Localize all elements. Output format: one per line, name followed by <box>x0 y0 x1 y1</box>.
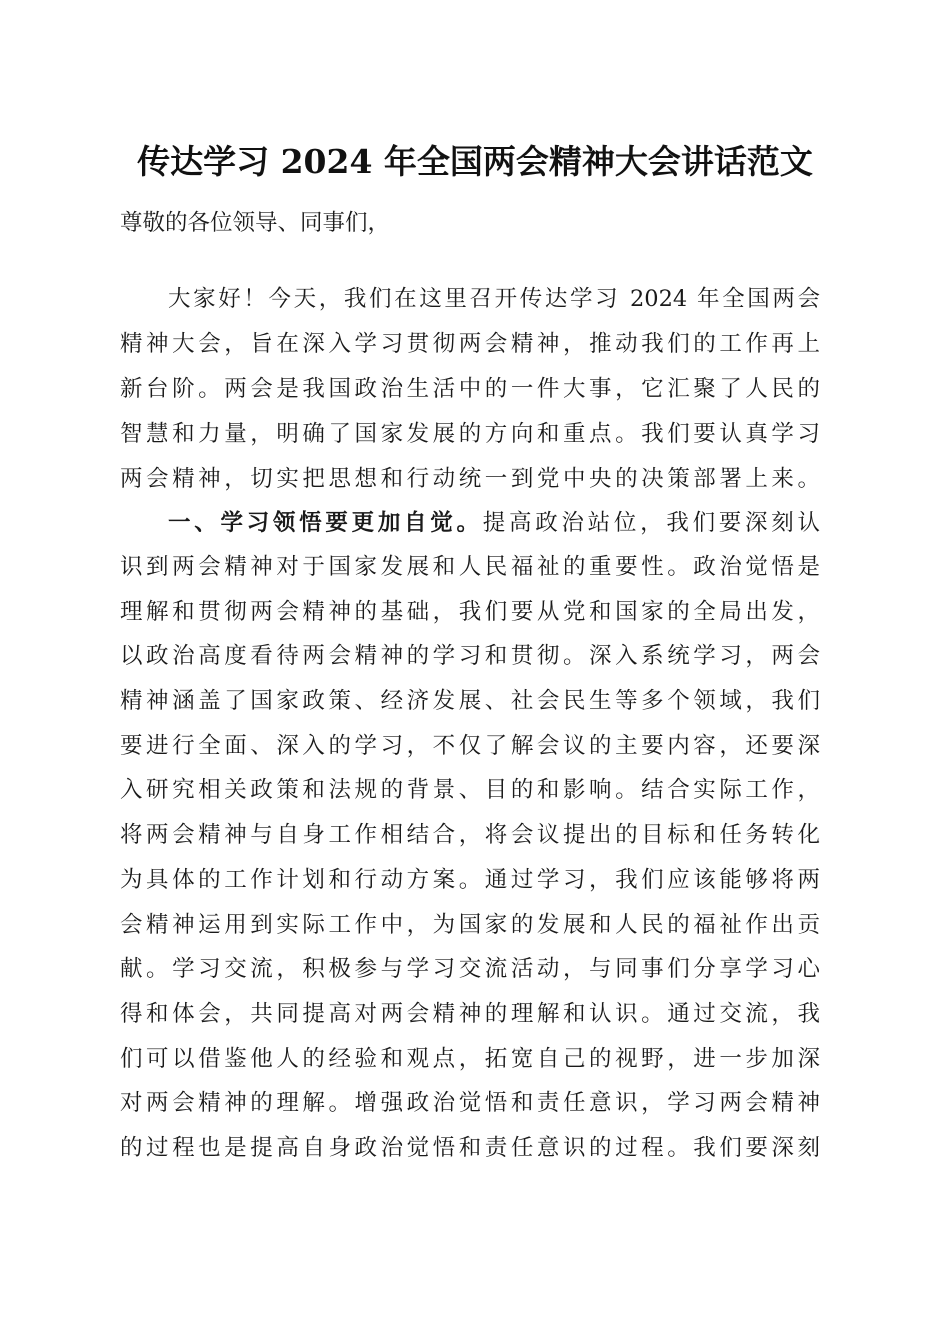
section-1-line: 精神涵盖了国家政策、经济发展、社会民生等多个领域，我们 <box>120 688 820 714</box>
section-1-line: 要进行全面、深入的学习，不仅了解会议的主要内容，还要深 <box>120 733 820 759</box>
intro-line: 精神大会，旨在深入学习贯彻两会精神，推动我们的工作再上 <box>120 331 820 357</box>
section-1-line: 以政治高度看待两会精神的学习和贯彻。深入系统学习，两会 <box>120 643 820 669</box>
document-title: 传达学习 2024 年全国两会精神大会讲话范文 <box>137 142 813 181</box>
section-1-line: 将两会精神与自身工作相结合，将会议提出的目标和任务转化 <box>120 822 820 848</box>
intro-line: 两会精神，切实把思想和行动统一到党中央的决策部署上来。 <box>120 466 820 492</box>
section-1-first-line <box>168 508 820 538</box>
section-1-line: 会精神运用到实际工作中，为国家的发展和人民的福祉作出贡 <box>120 912 820 938</box>
section-1-line: 得和体会，共同提高对两会精神的理解和认识。通过交流，我 <box>120 1001 820 1027</box>
section-1-line: 识到两会精神对于国家发展和人民福祉的重要性。政治觉悟是 <box>120 554 820 580</box>
section-1-line: 献。学习交流，积极参与学习交流活动，与同事们分享学习心 <box>120 956 820 982</box>
intro-line: 新台阶。两会是我国政治生活中的一件大事，它汇聚了人民的 <box>120 376 820 402</box>
section-1-heading: 一、学习领悟要更加自觉。 <box>168 510 483 536</box>
intro-line: 智慧和力量，明确了国家发展的方向和重点。我们要认真学习 <box>120 421 820 447</box>
section-1-line: 为具体的工作计划和行动方案。通过学习，我们应该能够将两 <box>120 867 820 893</box>
section-1-line: 对两会精神的理解。增强政治觉悟和责任意识，学习两会精神 <box>120 1090 820 1116</box>
section-1-line: 理解和贯彻两会精神的基础，我们要从党和国家的全局出发， <box>120 599 820 625</box>
section-1-first-line-text: 提高政治站位，我们要深刻认 <box>482 510 820 536</box>
section-1-line: 们可以借鉴他人的经验和观点，拓宽自己的视野，进一步加深 <box>120 1046 820 1072</box>
section-1-line: 的过程也是提高自身政治觉悟和责任意识的过程。我们要深刻 <box>120 1135 820 1161</box>
section-1-line: 入研究相关政策和法规的背景、目的和影响。结合实际工作， <box>120 777 820 803</box>
salutation: 尊敬的各位领导、同事们， <box>120 210 391 236</box>
intro-line: 大家好！今天，我们在这里召开传达学习 2024 年全国两会 <box>168 286 820 312</box>
